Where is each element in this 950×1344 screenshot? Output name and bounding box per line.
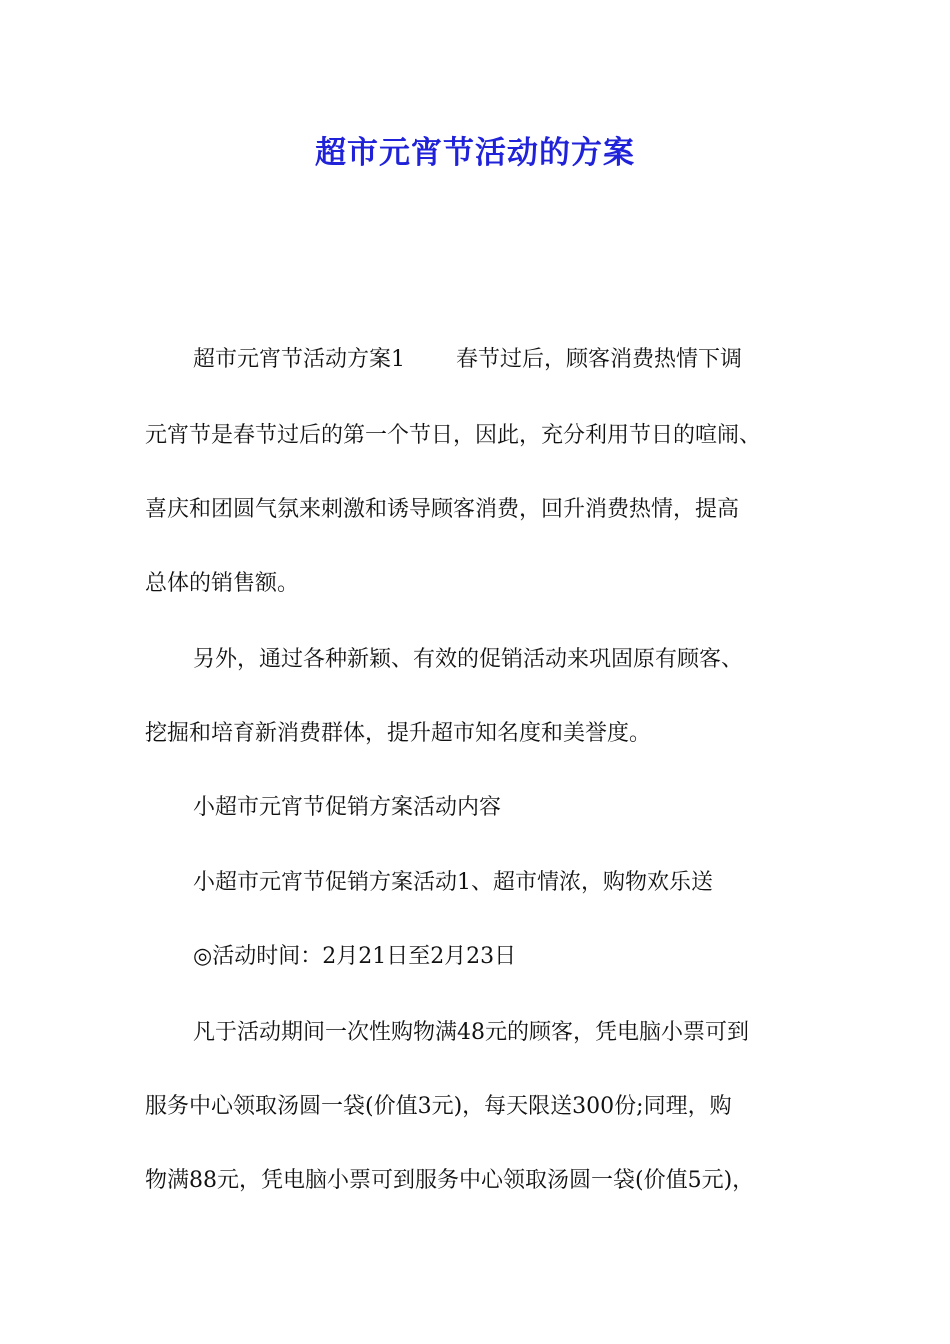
document-title: 超市元宵节活动的方案 [315,135,635,171]
paragraph-line: 挖掘和培育新消费群体，提升超市知名度和美誉度。 [145,721,652,746]
paragraph-line: 另外，通过各种新颖、有效的促销活动来巩固原有顾客、 [193,647,744,672]
paragraph-line: 凡于活动期间一次性购物满48元的顾客，凭电脑小票可到 [193,1020,749,1045]
paragraph-line: 服务中心领取汤圆一袋(价值3元)，每天限送300份;同理，购 [145,1094,732,1119]
paragraph-line: 总体的销售额。 [145,571,300,596]
activity-time: ◎活动时间：2月21日至2月23日 [193,944,517,969]
paragraph-line: 物满88元，凭电脑小票可到服务中心领取汤圆一袋(价值5元)， [145,1168,755,1193]
paragraph-line: 小超市元宵节促销方案活动1、超市情浓，购物欢乐送 [193,870,713,895]
paragraph-line: 元宵节是春节过后的第一个节日，因此，充分利用节日的喧闹、 [145,423,762,448]
paragraph-line: 超市元宵节活动方案1 春节过后，顾客消费热情下调 [193,347,742,372]
section-heading: 小超市元宵节促销方案活动内容 [193,795,502,820]
paragraph-line: 喜庆和团圆气氛来刺激和诱导顾客消费，回升消费热情，提高 [145,497,740,522]
